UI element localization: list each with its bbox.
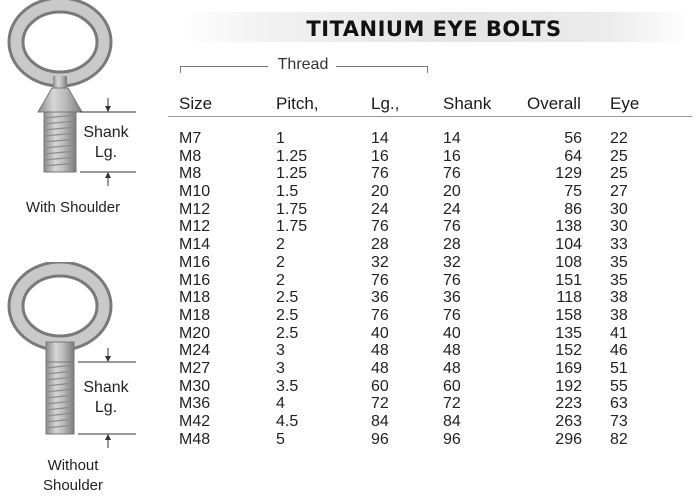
cell-pitch: 1.25 [276,147,308,165]
cell-length: 76 [371,165,389,183]
cell-eye: 63 [610,395,628,413]
thread-tick-left [180,66,181,73]
cell-length: 40 [371,324,389,342]
cell-overall: 158 [555,306,582,324]
cell-overall: 56 [564,130,582,147]
header-divider [168,116,692,117]
cell-size: M18 [179,289,211,307]
cell-eye: 35 [610,253,628,271]
cell-overall: 152 [555,342,582,360]
cell-pitch: 2.5 [276,289,299,307]
table-row [0,236,700,254]
cell-size: M24 [179,342,211,360]
cell-pitch: 1.75 [276,218,308,236]
cell-overall: 135 [555,324,582,342]
cell-length: 16 [371,147,389,165]
thread-group-header [180,56,428,74]
cell-shank: 20 [443,183,461,201]
column-header-pitch: Pitch, [276,94,319,113]
cell-shank: 36 [443,289,461,307]
cell-length: 32 [371,253,389,271]
cell-shank: 14 [443,130,461,147]
cell-pitch: 4.5 [276,413,299,430]
cell-size: M8 [179,147,202,165]
cell-length: 36 [371,289,389,307]
cell-length: 24 [371,200,389,218]
cell-eye: 25 [610,147,628,165]
cell-overall: 64 [564,147,582,165]
cell-eye: 55 [610,377,628,395]
column-header-shank: Shank [443,94,492,113]
cell-shank: 28 [443,236,461,254]
cell-eye: 38 [610,289,628,307]
page-title: TITANIUM EYE BOLTS [306,17,562,41]
cell-length: 14 [371,130,389,147]
thread-rule-left [180,66,268,67]
cell-pitch: 2 [276,236,285,254]
cell-pitch: 2.5 [276,306,299,324]
cell-overall: 118 [556,289,582,307]
cell-shank: 16 [443,147,461,165]
cell-eye: 30 [610,218,628,236]
column-header-size: Size [179,94,213,113]
cell-size: M16 [179,271,211,289]
shank-length-label-line2: Lg. [94,144,118,161]
cell-shank: 48 [443,359,461,377]
thread-tick-right [427,66,428,73]
without-shoulder-caption-line1: Without [47,457,99,474]
cell-shank: 40 [443,324,461,342]
cell-pitch: 2 [276,253,285,271]
cell-size: M10 [179,183,211,201]
cell-shank: 76 [443,218,461,236]
without-shoulder-caption-line2: Shoulder [42,477,104,494]
cell-shank: 76 [443,165,461,183]
cell-eye: 51 [610,359,628,377]
thread-group-label: Thread [277,56,329,73]
cell-size: M36 [179,395,211,413]
cell-length: 72 [371,395,389,413]
column-header-overall: Overall [527,94,581,113]
cell-overall: 223 [555,395,582,413]
cell-length: 76 [371,306,389,324]
cell-size: M16 [179,253,211,271]
cell-length: 60 [371,377,389,395]
cell-pitch: 4 [276,395,285,413]
cell-length: 48 [371,359,389,377]
cell-size: M8 [179,165,202,183]
cell-shank: 76 [443,306,461,324]
cell-length: 20 [371,183,389,201]
column-header-eye: Eye [610,94,640,113]
cell-shank: 76 [443,271,461,289]
cell-size: M14 [179,236,211,254]
shank-length-label-line1: Shank [83,379,129,396]
cell-shank: 48 [443,342,461,360]
cell-eye: 35 [610,271,628,289]
cell-shank: 96 [443,430,461,448]
cell-overall: 151 [555,271,582,289]
cell-eye: 46 [610,342,628,360]
cell-pitch: 3 [276,342,285,360]
shank-length-label-line1: Shank [83,124,129,141]
cell-pitch: 2 [276,271,285,289]
cell-pitch: 1.75 [276,200,308,218]
cell-eye: 30 [610,200,628,218]
cell-eye: 27 [610,183,628,201]
cell-size: M27 [179,359,211,377]
cell-length: 96 [371,430,389,448]
column-header-length: Lg., [371,94,400,113]
cell-pitch: 1.5 [276,183,299,201]
cell-length: 48 [371,342,389,360]
cell-length: 84 [371,413,389,430]
cell-eye: 25 [610,165,628,183]
cell-overall: 138 [555,218,582,236]
cell-eye: 41 [610,324,628,342]
cell-overall: 296 [555,430,582,448]
eye-bolt-with-shoulder-icon [0,0,170,230]
cell-pitch: 5 [276,430,285,448]
cell-shank: 84 [443,413,461,430]
cell-shank: 32 [443,253,461,271]
cell-size: M48 [179,430,211,448]
eye-bolt-without-shoulder-icon [0,262,170,452]
cell-overall: 129 [555,165,582,183]
cell-overall: 104 [555,236,582,254]
eye-bolt-without-shoulder-figure [0,262,170,452]
cell-eye: 82 [610,430,628,448]
with-shoulder-caption: With Shoulder [25,199,121,216]
cell-pitch: 2.5 [276,324,299,342]
cell-overall: 86 [564,200,582,218]
cell-length: 76 [371,271,389,289]
cell-pitch: 1.25 [276,165,308,183]
cell-pitch: 3.5 [276,377,299,395]
eye-bolt-with-shoulder-figure [0,0,170,230]
cell-pitch: 1 [276,130,285,147]
cell-overall: 263 [555,413,582,430]
cell-overall: 192 [555,377,582,395]
cell-overall: 108 [555,253,582,271]
cell-eye: 22 [610,130,628,147]
cell-eye: 33 [610,236,628,254]
cell-size: M7 [179,130,202,147]
cell-size: M12 [179,218,211,236]
shank-length-label-line2: Lg. [94,399,118,416]
cell-shank: 24 [443,200,461,218]
thread-rule-right [336,66,428,67]
cell-shank: 60 [443,377,461,395]
cell-eye: 73 [610,413,628,430]
cell-pitch: 3 [276,359,285,377]
cell-shank: 72 [443,395,461,413]
cell-overall: 169 [555,359,582,377]
cell-size: M30 [179,377,211,395]
cell-size: M12 [179,200,211,218]
cell-size: M20 [179,324,211,342]
cell-eye: 38 [610,306,628,324]
cell-size: M42 [179,413,211,430]
cell-length: 76 [371,218,389,236]
cell-overall: 75 [564,183,582,201]
cell-size: M18 [179,306,211,324]
cell-length: 28 [371,236,389,254]
